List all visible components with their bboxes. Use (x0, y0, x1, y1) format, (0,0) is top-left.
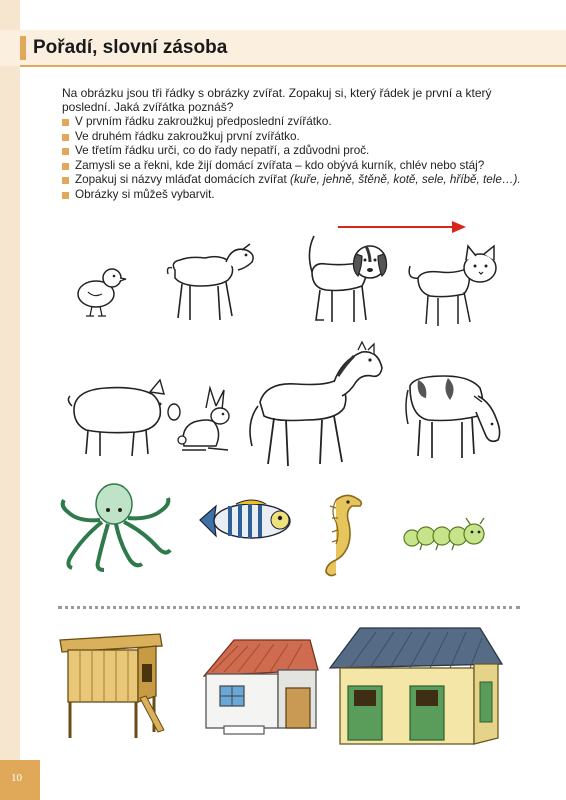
henhouse-icon (60, 634, 164, 740)
task-list (62, 115, 522, 203)
calf-icon (404, 366, 514, 464)
puppy-icon (296, 232, 398, 326)
caterpillar-icon (402, 516, 494, 556)
page-number-box (0, 760, 40, 800)
fish-icon (196, 500, 298, 542)
title-underline (20, 65, 566, 67)
sty-icon (194, 640, 322, 740)
pig-icon (66, 376, 182, 458)
task-text: Ve třetím řádku urči, co do řady nepatří, a zdůvodni proč. (75, 144, 370, 158)
octopus-icon (58, 482, 178, 574)
page-margin-strip (0, 0, 20, 800)
task-text: Zopakuj si názvy mláďat domácích zvířat (75, 173, 287, 187)
lamb-icon (160, 240, 260, 326)
seahorse-icon (316, 490, 366, 578)
task-item (62, 130, 522, 145)
task-item (62, 188, 522, 203)
kitten-icon (406, 244, 506, 328)
title-accent (20, 36, 26, 60)
task-text: Obrázky si můžeš vybarvit. (75, 187, 215, 201)
task-text: Zamysli se a řekni, kde žijí domácí zvířata – kdo obývá kurník, chlév nebo stáj? (75, 158, 485, 172)
task-text: V prvním řádku zakroužkuj předposlední zvířátko. (75, 115, 332, 128)
young-animal-names: (kuře, jehně, štěně, kotě, sele, hříbě, tele…). (290, 173, 521, 187)
intro-text: Na obrázku jsou tři řádky s obrázky zvířat. Zopakuj si, který řádek je první a který poslední. Jaká zvířátka poznáš? (62, 86, 492, 114)
hare-icon (176, 388, 236, 458)
task-item (62, 115, 522, 130)
task-item (62, 159, 522, 174)
page-number: 10 (11, 772, 22, 784)
task-item (62, 144, 522, 159)
task-item (62, 173, 522, 188)
stable-icon (330, 628, 504, 748)
task-text: Ve druhém řádku zakroužkuj první zvířátko. (75, 129, 300, 143)
section-divider (58, 606, 520, 609)
horse-icon (246, 342, 386, 470)
chick-icon (70, 262, 130, 322)
page-title: Pořadí, slovní zásoba (33, 37, 228, 58)
